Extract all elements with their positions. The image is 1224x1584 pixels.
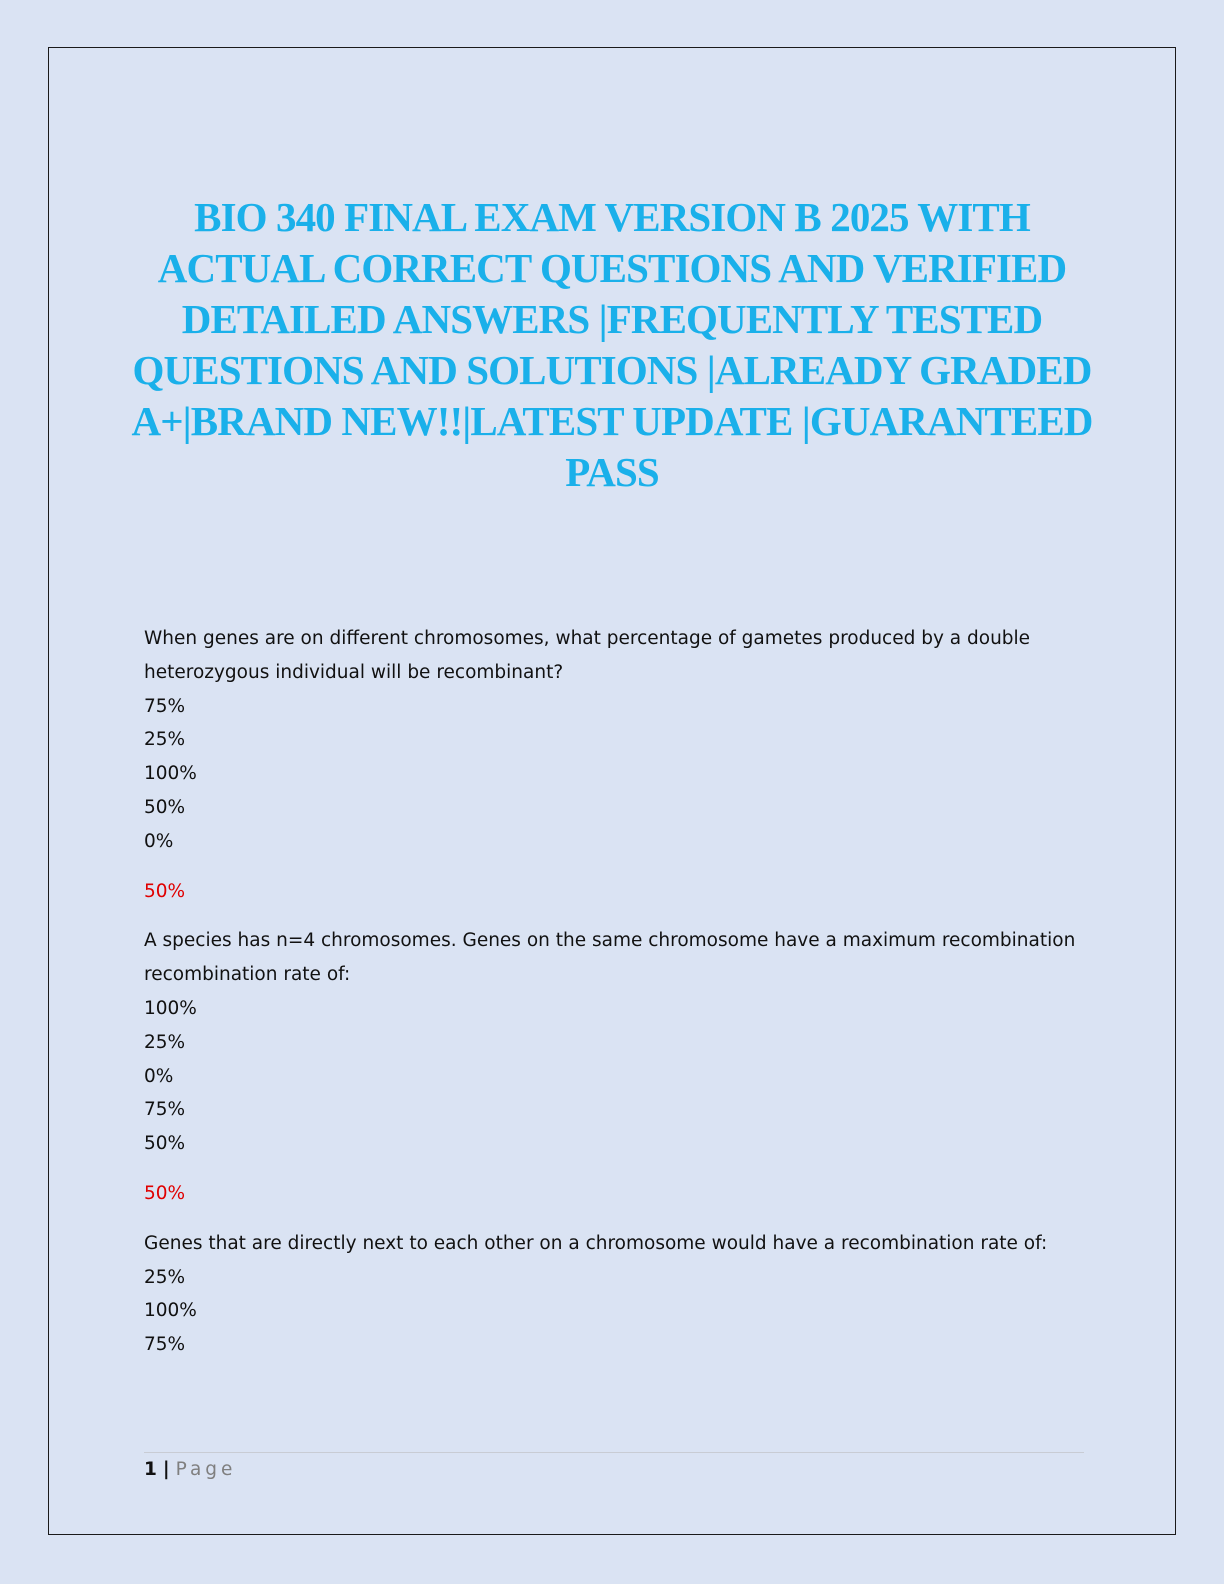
answer-option: 75%	[144, 695, 186, 717]
correct-answer: 50%	[144, 1182, 186, 1204]
answer-option: 0%	[144, 1065, 174, 1087]
document-title: BIO 340 FINAL EXAM VERSION B 2025 WITH ACTUAL CORRECT QUESTIONS AND VERIFIED DETAILED ANSWERS |FREQUENTLY TESTED QUESTIONS AND SOLUTIONS |ALREADY GRADED A+|BRAND NEW!!|LATEST UPDATE |GUARANTEED PASS	[131, 194, 1093, 495]
correct-answer: 50%	[144, 880, 186, 902]
answer-option: 50%	[144, 1133, 186, 1155]
answer-option: 100%	[144, 763, 197, 785]
question-text: When genes are on different chromosomes, what percentage of gametes produced by a double heterozygous individual will be recombinant?	[144, 628, 1031, 683]
page-footer	[144, 1456, 236, 1484]
page-number: 1	[144, 1459, 157, 1480]
answer-option: 25%	[144, 1266, 186, 1288]
answer-option: 25%	[144, 729, 186, 751]
answer-option: 25%	[144, 1031, 186, 1053]
question-block	[144, 1227, 1084, 1362]
answer-option: 50%	[144, 796, 186, 818]
question-block	[144, 924, 1084, 1210]
question-text: A species has n=4 chromosomes. Genes on the same chromosome have a maximum recombination recombination rate of:	[144, 930, 1076, 986]
page-label: Page	[175, 1459, 237, 1480]
document-body	[144, 622, 1084, 1362]
footer-divider	[144, 1452, 1084, 1453]
answer-option: 75%	[144, 1099, 186, 1121]
question-block	[144, 622, 1084, 908]
answer-option: 0%	[144, 830, 174, 852]
answer-option: 75%	[144, 1334, 186, 1356]
answer-option: 100%	[144, 1300, 197, 1322]
question-text: Genes that are directly next to each other on a chromosome would have a recombination rate of:	[144, 1232, 1048, 1254]
answer-option: 100%	[144, 997, 197, 1019]
footer-separator: |	[162, 1459, 170, 1480]
